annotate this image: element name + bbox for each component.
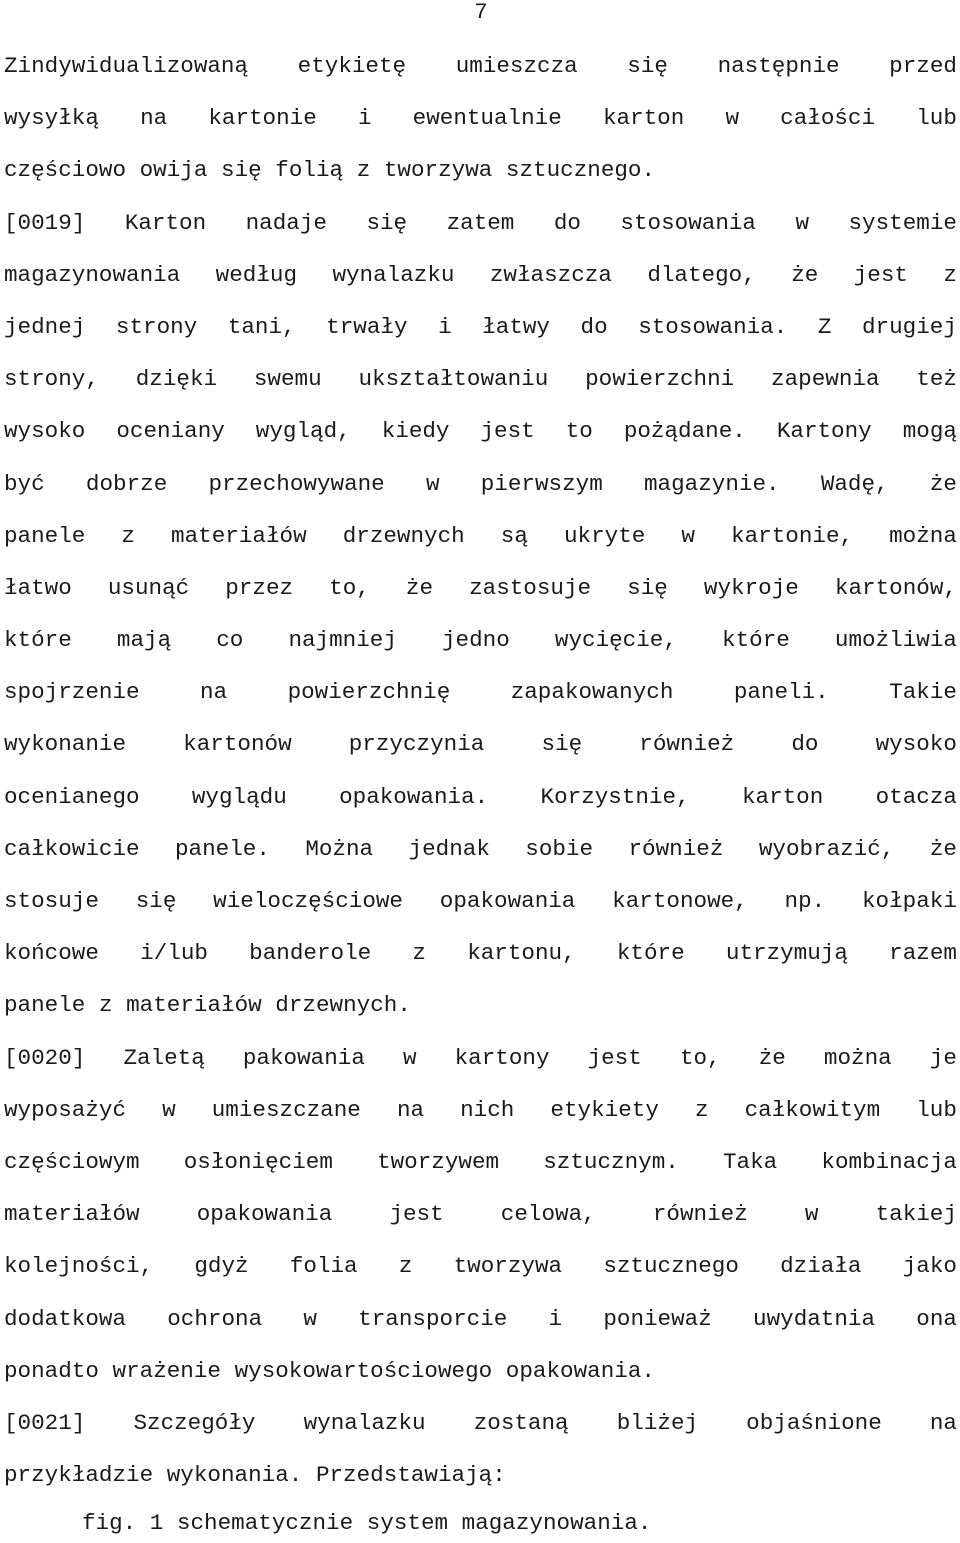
text-line: łatwo usunąć przez to, że zastosuje się wykroje kartonów,: [4, 574, 957, 601]
text-line: wysoko oceniany wygląd, kiedy jest to pożądane. Kartony mogą: [4, 418, 957, 445]
text-line: całkowicie panele. Można jednak sobie również wyobrazić, że: [4, 835, 957, 862]
body-text: [4, 40, 957, 1501]
text-line: strony, dzięki swemu ukształtowaniu powierzchni zapewnia też: [4, 366, 957, 393]
text-line: Zindywidualizowaną etykietę umieszcza się następnie przed: [4, 53, 957, 79]
text-line: które mają co najmniej jedno wycięcie, które umożliwia: [4, 627, 957, 654]
text-line: wyposażyć w umieszczane na nich etykiety z całkowitym lub: [4, 1096, 957, 1123]
text-line: [0020] Zaletą pakowania w kartony jest to, że można je: [4, 1044, 957, 1071]
text-line: materiałów opakowania jest celowa, również w takiej: [4, 1201, 957, 1228]
text-line: stosuje się wieloczęściowe opakowania kartonowe, np. kołpaki: [4, 888, 957, 914]
page-number: 7: [474, 0, 488, 25]
figure-caption: fig. 1 schematycznie system magazynowania.: [82, 1510, 652, 1536]
text-line: ponadto wrażenie wysokowartościowego opakowania.: [4, 1357, 655, 1384]
text-line: jednej strony tani, trwały i łatwy do stosowania. Z drugiej: [4, 313, 957, 340]
text-line: końcowe i/lub banderole z kartonu, które utrzymują razem: [4, 940, 957, 967]
text-line: kolejności, gdyż folia z tworzywa sztucznego działa jako: [4, 1253, 957, 1280]
text-line: spojrzenie na powierzchnię zapakowanych paneli. Takie: [4, 679, 957, 706]
text-line: [0021] Szczegóły wynalazku zostaną bliżej objaśnione na: [4, 1409, 957, 1436]
text-line: częściowym osłonięciem tworzywem sztucznym. Taka kombinacja: [4, 1148, 957, 1175]
text-line: panele z materiałów drzewnych.: [4, 992, 411, 1019]
text-line: być dobrze przechowywane w pierwszym magazynie. Wadę, że: [4, 470, 957, 497]
text-line: wykonanie kartonów przyczynia się również do wysoko: [4, 731, 957, 758]
text-line: dodatkowa ochrona w transporcie i ponieważ uwydatnia ona: [4, 1305, 957, 1332]
text-line: wysyłką na kartonie i ewentualnie karton w całości lub: [4, 105, 957, 132]
text-line: panele z materiałów drzewnych są ukryte w kartonie, można: [4, 522, 957, 549]
text-line: magazynowania według wynalazku zwłaszcza dlatego, że jest z: [4, 261, 957, 288]
text-line: ocenianego wyglądu opakowania. Korzystnie, karton otacza: [4, 783, 957, 810]
text-line: przykładzie wykonania. Przedstawiają:: [4, 1462, 506, 1489]
text-line: [0019] Karton nadaje się zatem do stosowania w systemie: [4, 209, 957, 236]
text-line: częściowo owija się folią z tworzywa sztucznego.: [4, 157, 656, 184]
